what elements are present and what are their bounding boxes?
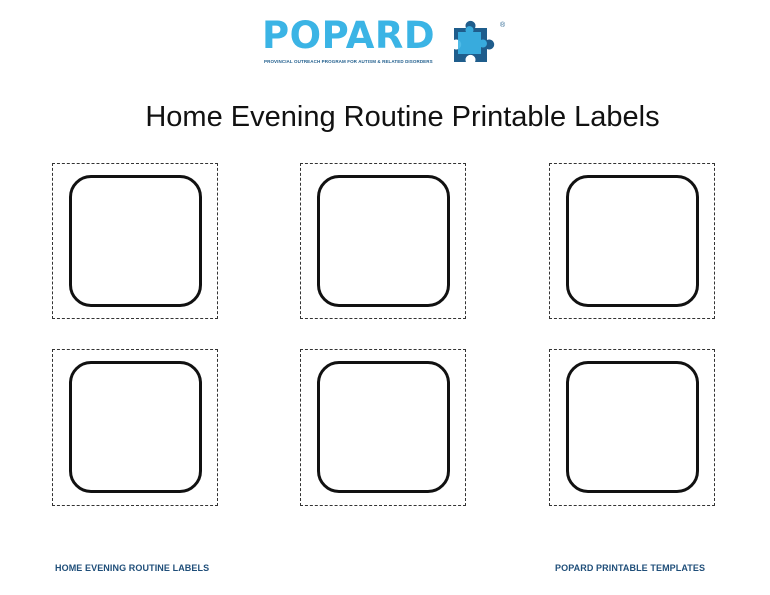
footer-right-text: POPARD PRINTABLE TEMPLATES [555,563,706,573]
label-card [549,349,715,506]
label-icon-slot [566,175,699,307]
label-icon-slot [317,175,450,307]
label-card [52,349,218,506]
label-card [300,349,466,506]
label-card [300,163,466,319]
label-icon-slot [317,361,450,493]
label-icon-slot [69,175,202,307]
page-title: Home Evening Routine Printable Labels [145,101,660,133]
logo-wordmark: POPARD [262,14,436,57]
logo-tagline: PROVINCIAL OUTREACH PROGRAM FOR AUTISM & RELATED DISORDERS [264,59,433,64]
label-icon-slot [69,361,202,493]
registered-mark: ® [500,22,506,29]
label-icon-slot [566,361,699,493]
footer-left-text: HOME EVENING ROUTINE LABELS [55,563,210,573]
label-card [549,163,715,319]
label-card [52,163,218,319]
